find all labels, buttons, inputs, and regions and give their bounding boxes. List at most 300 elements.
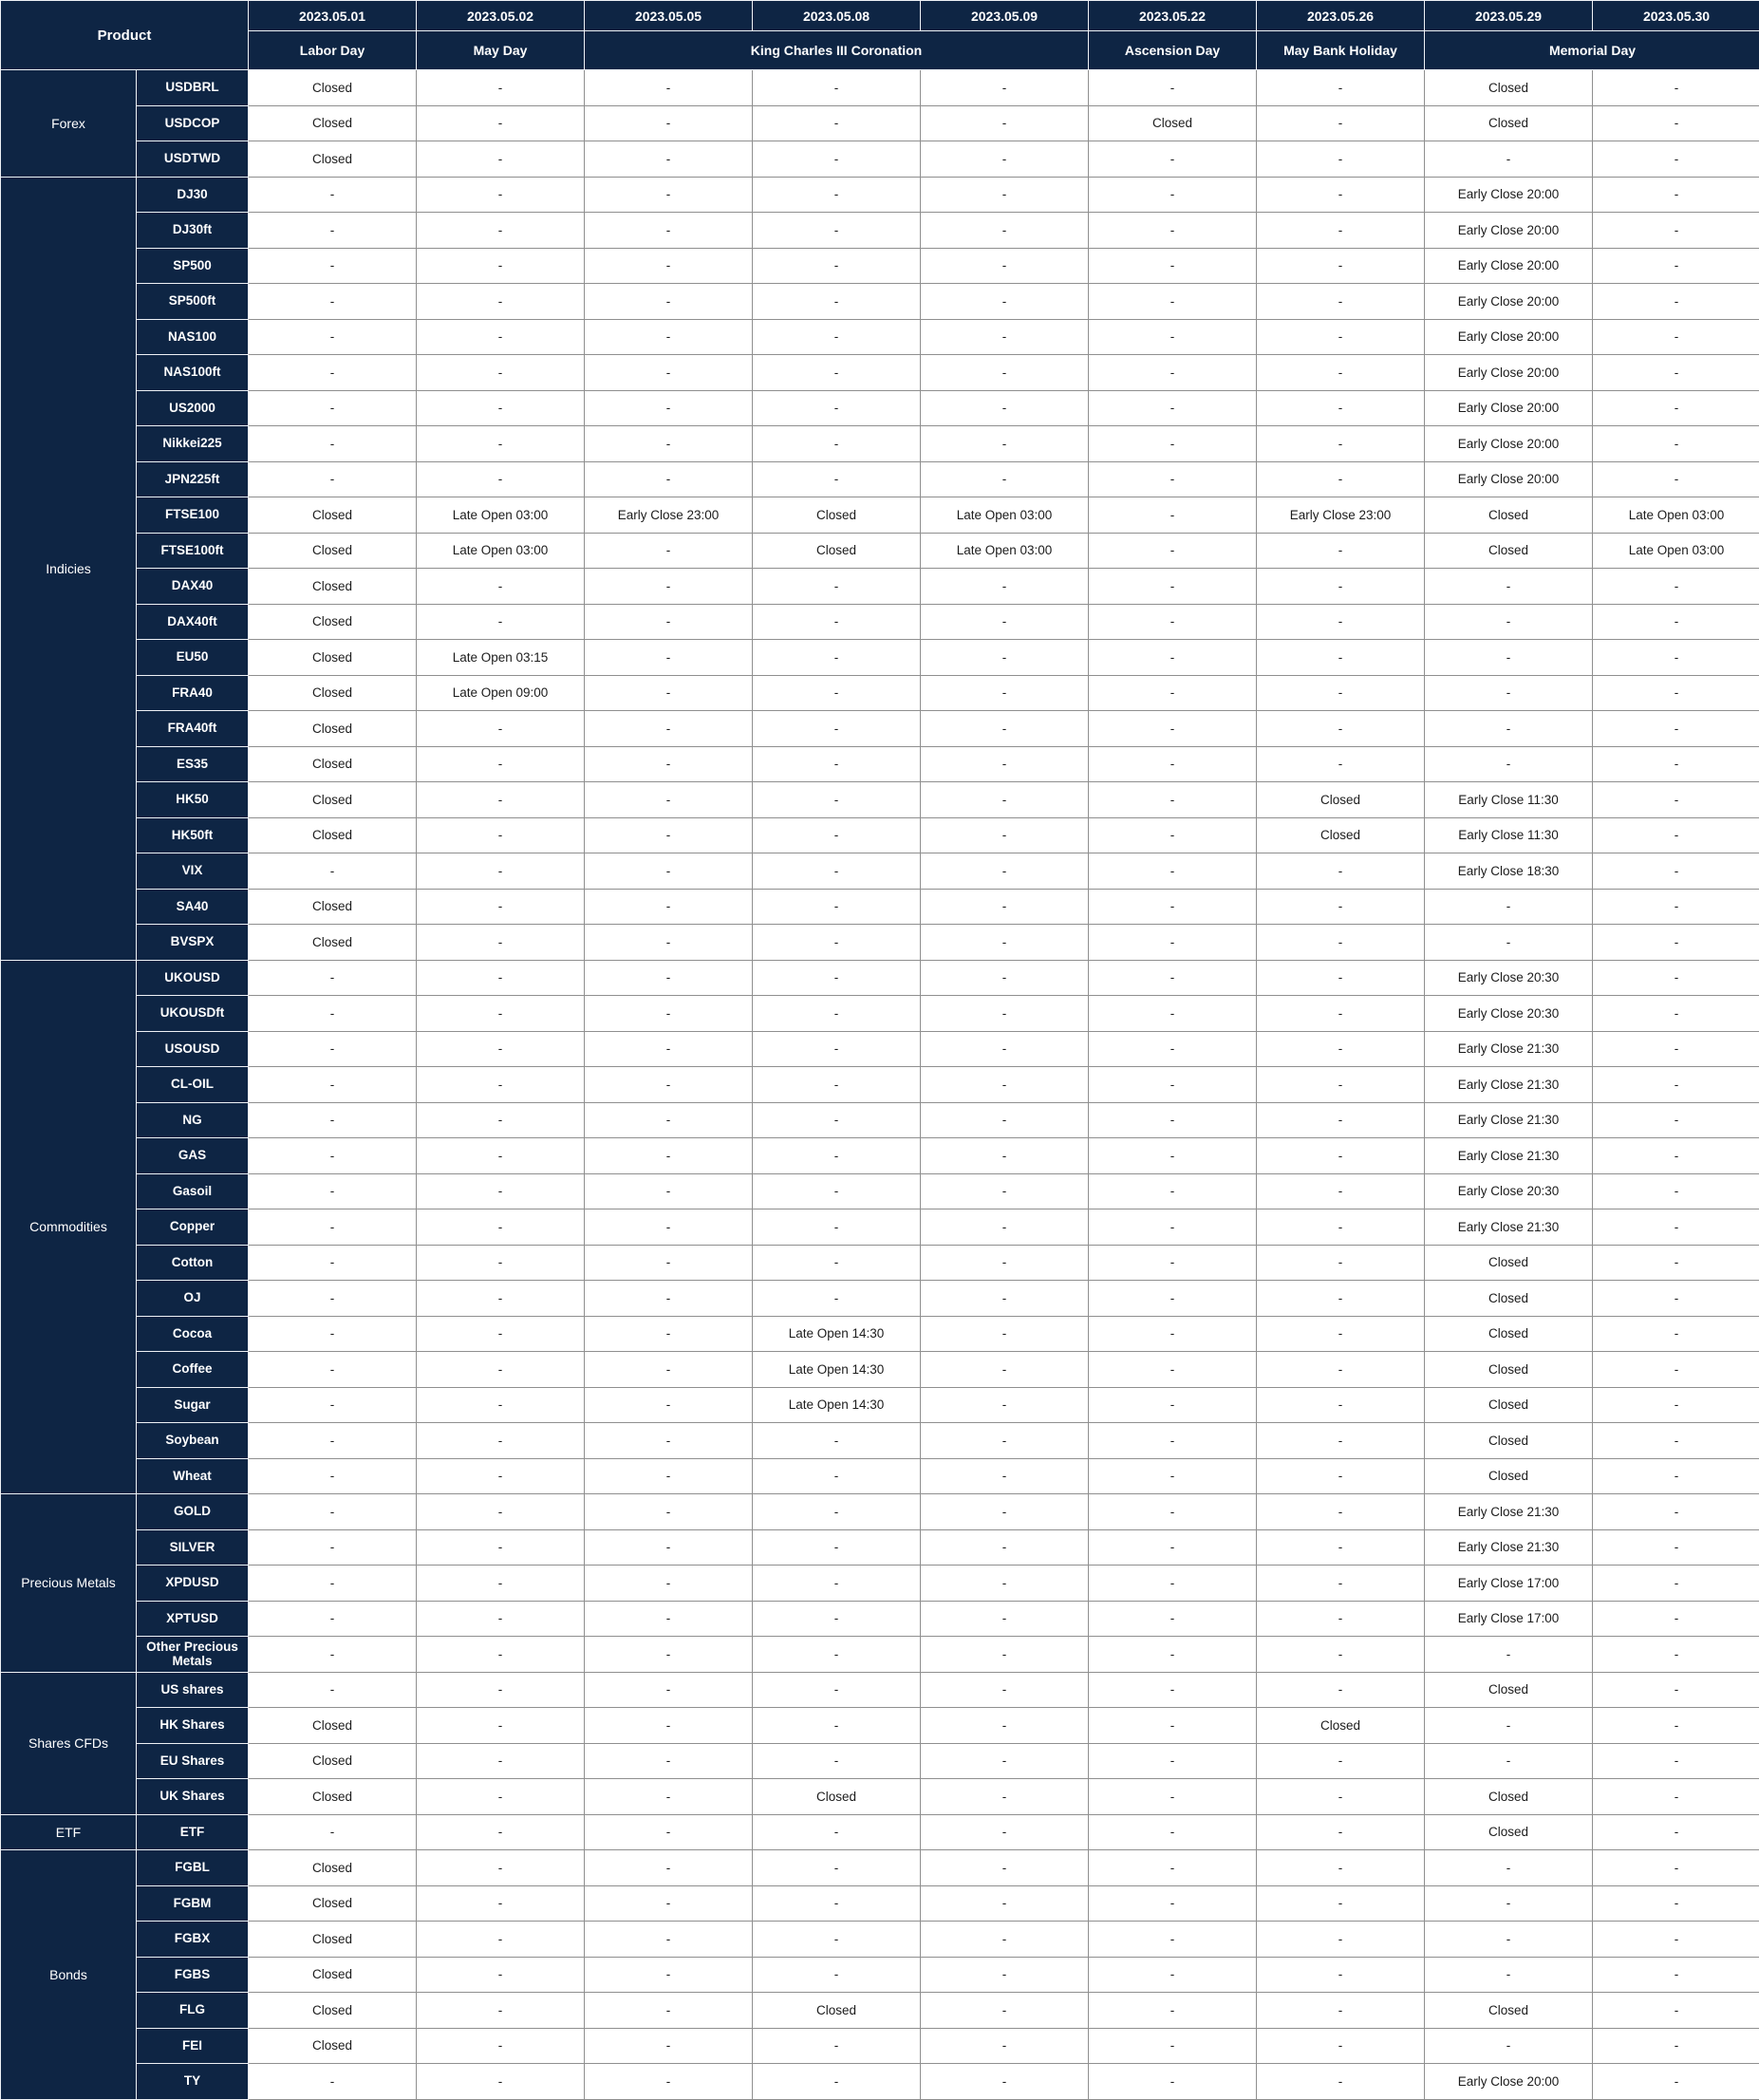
schedule-cell-fgbm-2023.05.22: - — [1089, 1885, 1257, 1922]
schedule-cell-ty-2023.05.08: - — [753, 2064, 921, 2100]
schedule-cell-usdtwd-2023.05.26: - — [1257, 141, 1425, 178]
schedule-cell-copper-2023.05.08: - — [753, 1209, 921, 1246]
schedule-cell-usdtwd-2023.05.05: - — [585, 141, 753, 178]
schedule-cell-xptusd-2023.05.08: - — [753, 1601, 921, 1637]
schedule-cell-soybean-2023.05.22: - — [1089, 1423, 1257, 1459]
schedule-cell-hk50ft-2023.05.09: - — [921, 817, 1089, 853]
date-header: 2023.05.30 — [1593, 1, 1759, 31]
schedule-cell-dax40-2023.05.26: - — [1257, 569, 1425, 605]
schedule-cell-cl-oil-2023.05.09: - — [921, 1067, 1089, 1103]
schedule-cell-nas100-2023.05.08: - — [753, 319, 921, 355]
schedule-cell-ukousd-2023.05.29: Early Close 20:30 — [1425, 960, 1593, 996]
schedule-cell-fgbx-2023.05.01: Closed — [249, 1922, 417, 1958]
schedule-cell-ty-2023.05.22: - — [1089, 2064, 1257, 2100]
schedule-cell-xpdusd-2023.05.29: Early Close 17:00 — [1425, 1566, 1593, 1602]
schedule-cell-eu-shares-2023.05.05: - — [585, 1743, 753, 1779]
table-row-dj30 — [1, 177, 1759, 213]
schedule-cell-fra40ft-2023.05.01: Closed — [249, 711, 417, 747]
schedule-cell-silver-2023.05.22: - — [1089, 1529, 1257, 1566]
schedule-cell-fgbm-2023.05.29: - — [1425, 1885, 1593, 1922]
schedule-cell-nas100ft-2023.05.08: - — [753, 355, 921, 391]
schedule-cell-ftse100-2023.05.05: Early Close 23:00 — [585, 497, 753, 534]
schedule-cell-fra40-2023.05.29: - — [1425, 675, 1593, 711]
schedule-cell-usdtwd-2023.05.08: - — [753, 141, 921, 178]
table-row-wheat — [1, 1458, 1759, 1494]
schedule-cell-usdcop-2023.05.02: - — [417, 105, 585, 141]
schedule-cell-nas100-2023.05.01: - — [249, 319, 417, 355]
schedule-cell-xptusd-2023.05.01: - — [249, 1601, 417, 1637]
schedule-cell-eu50-2023.05.29: - — [1425, 640, 1593, 676]
schedule-cell-gas-2023.05.29: Early Close 21:30 — [1425, 1138, 1593, 1174]
schedule-cell-bvspx-2023.05.26: - — [1257, 925, 1425, 961]
table-row-silver — [1, 1529, 1759, 1566]
schedule-cell-xpdusd-2023.05.09: - — [921, 1566, 1089, 1602]
date-header: 2023.05.05 — [585, 1, 753, 31]
schedule-cell-us-shares-2023.05.02: - — [417, 1672, 585, 1708]
schedule-cell-oj-2023.05.02: - — [417, 1281, 585, 1317]
date-header: 2023.05.01 — [249, 1, 417, 31]
schedule-cell-ftse100ft-2023.05.05: - — [585, 533, 753, 569]
product-cell-jpn225ft: JPN225ft — [137, 461, 249, 497]
schedule-cell-usdtwd-2023.05.30: - — [1593, 141, 1759, 178]
schedule-cell-vix-2023.05.05: - — [585, 853, 753, 890]
table-row-sugar — [1, 1387, 1759, 1423]
category-cell-shares-cfds: Shares CFDs — [1, 1672, 137, 1814]
schedule-cell-usdbrl-2023.05.08: - — [753, 70, 921, 106]
table-row-etf — [1, 1814, 1759, 1850]
table-row-ty — [1, 2064, 1759, 2100]
schedule-cell-nas100-2023.05.30: - — [1593, 319, 1759, 355]
schedule-cell-nas100ft-2023.05.01: - — [249, 355, 417, 391]
schedule-cell-eu-shares-2023.05.01: Closed — [249, 1743, 417, 1779]
schedule-cell-hk50-2023.05.05: - — [585, 782, 753, 818]
schedule-cell-wheat-2023.05.30: - — [1593, 1458, 1759, 1494]
schedule-cell-etf-2023.05.26: - — [1257, 1814, 1425, 1850]
schedule-cell-us-shares-2023.05.30: - — [1593, 1672, 1759, 1708]
schedule-cell-xptusd-2023.05.09: - — [921, 1601, 1089, 1637]
schedule-cell-es35-2023.05.01: Closed — [249, 746, 417, 782]
schedule-cell-oj-2023.05.26: - — [1257, 1281, 1425, 1317]
schedule-cell-nikkei225-2023.05.22: - — [1089, 426, 1257, 462]
schedule-cell-flg-2023.05.02: - — [417, 1993, 585, 2029]
schedule-cell-us2000-2023.05.22: - — [1089, 390, 1257, 426]
schedule-cell-usousd-2023.05.09: - — [921, 1031, 1089, 1067]
schedule-cell-uk-shares-2023.05.30: - — [1593, 1779, 1759, 1815]
schedule-cell-usdbrl-2023.05.26: - — [1257, 70, 1425, 106]
schedule-cell-bvspx-2023.05.01: Closed — [249, 925, 417, 961]
schedule-cell-vix-2023.05.01: - — [249, 853, 417, 890]
schedule-cell-us2000-2023.05.09: - — [921, 390, 1089, 426]
schedule-cell-hk-shares-2023.05.08: - — [753, 1708, 921, 1744]
schedule-cell-hk50-2023.05.30: - — [1593, 782, 1759, 818]
schedule-cell-gasoil-2023.05.22: - — [1089, 1173, 1257, 1209]
schedule-cell-usdbrl-2023.05.02: - — [417, 70, 585, 106]
schedule-cell-oj-2023.05.09: - — [921, 1281, 1089, 1317]
table-row-fgbx — [1, 1922, 1759, 1958]
schedule-cell-es35-2023.05.29: - — [1425, 746, 1593, 782]
table-row-flg — [1, 1993, 1759, 2029]
schedule-cell-other-precious-metals-2023.05.29: - — [1425, 1637, 1593, 1673]
schedule-cell-us-shares-2023.05.01: - — [249, 1672, 417, 1708]
schedule-cell-sa40-2023.05.30: - — [1593, 889, 1759, 925]
schedule-cell-ftse100ft-2023.05.29: Closed — [1425, 533, 1593, 569]
product-cell-nas100: NAS100 — [137, 319, 249, 355]
schedule-cell-hk50ft-2023.05.29: Early Close 11:30 — [1425, 817, 1593, 853]
schedule-cell-coffee-2023.05.02: - — [417, 1352, 585, 1388]
schedule-cell-ftse100ft-2023.05.26: - — [1257, 533, 1425, 569]
schedule-cell-ftse100ft-2023.05.08: Closed — [753, 533, 921, 569]
schedule-cell-vix-2023.05.09: - — [921, 853, 1089, 890]
schedule-cell-fra40-2023.05.30: - — [1593, 675, 1759, 711]
schedule-cell-jpn225ft-2023.05.01: - — [249, 461, 417, 497]
schedule-cell-cotton-2023.05.09: - — [921, 1245, 1089, 1281]
schedule-cell-hk-shares-2023.05.02: - — [417, 1708, 585, 1744]
schedule-cell-us-shares-2023.05.29: Closed — [1425, 1672, 1593, 1708]
schedule-cell-ukousd-2023.05.22: - — [1089, 960, 1257, 996]
schedule-cell-es35-2023.05.05: - — [585, 746, 753, 782]
schedule-cell-sugar-2023.05.22: - — [1089, 1387, 1257, 1423]
schedule-cell-gold-2023.05.02: - — [417, 1494, 585, 1530]
schedule-cell-hk50-2023.05.08: - — [753, 782, 921, 818]
schedule-cell-uk-shares-2023.05.02: - — [417, 1779, 585, 1815]
schedule-cell-eu-shares-2023.05.26: - — [1257, 1743, 1425, 1779]
table-row-usousd — [1, 1031, 1759, 1067]
schedule-cell-wheat-2023.05.29: Closed — [1425, 1458, 1593, 1494]
schedule-cell-other-precious-metals-2023.05.30: - — [1593, 1637, 1759, 1673]
product-cell-nas100ft: NAS100ft — [137, 355, 249, 391]
schedule-cell-gas-2023.05.05: - — [585, 1138, 753, 1174]
schedule-cell-dj30-2023.05.01: - — [249, 177, 417, 213]
schedule-cell-eu50-2023.05.22: - — [1089, 640, 1257, 676]
schedule-cell-hk-shares-2023.05.05: - — [585, 1708, 753, 1744]
schedule-cell-dax40ft-2023.05.29: - — [1425, 604, 1593, 640]
schedule-cell-cotton-2023.05.01: - — [249, 1245, 417, 1281]
schedule-cell-sp500-2023.05.09: - — [921, 248, 1089, 284]
schedule-cell-soybean-2023.05.29: Closed — [1425, 1423, 1593, 1459]
schedule-cell-bvspx-2023.05.30: - — [1593, 925, 1759, 961]
category-cell-etf: ETF — [1, 1814, 137, 1850]
schedule-cell-fra40-2023.05.08: - — [753, 675, 921, 711]
schedule-cell-eu50-2023.05.30: - — [1593, 640, 1759, 676]
schedule-cell-nas100-2023.05.26: - — [1257, 319, 1425, 355]
table-row-eu50 — [1, 640, 1759, 676]
schedule-cell-soybean-2023.05.08: - — [753, 1423, 921, 1459]
schedule-cell-usdbrl-2023.05.29: Closed — [1425, 70, 1593, 106]
schedule-cell-sp500-2023.05.08: - — [753, 248, 921, 284]
schedule-cell-cocoa-2023.05.08: Late Open 14:30 — [753, 1316, 921, 1352]
schedule-cell-fgbl-2023.05.30: - — [1593, 1850, 1759, 1886]
product-cell-sp500: SP500 — [137, 248, 249, 284]
schedule-cell-dj30ft-2023.05.30: - — [1593, 213, 1759, 249]
table-row-gasoil — [1, 1173, 1759, 1209]
schedule-cell-ukousdft-2023.05.09: - — [921, 996, 1089, 1032]
schedule-cell-dax40ft-2023.05.22: - — [1089, 604, 1257, 640]
schedule-cell-nas100ft-2023.05.26: - — [1257, 355, 1425, 391]
schedule-cell-usousd-2023.05.30: - — [1593, 1031, 1759, 1067]
schedule-cell-sp500ft-2023.05.01: - — [249, 284, 417, 320]
schedule-cell-wheat-2023.05.22: - — [1089, 1458, 1257, 1494]
schedule-cell-sa40-2023.05.22: - — [1089, 889, 1257, 925]
schedule-cell-gold-2023.05.05: - — [585, 1494, 753, 1530]
schedule-cell-fgbs-2023.05.26: - — [1257, 1957, 1425, 1993]
schedule-cell-wheat-2023.05.08: - — [753, 1458, 921, 1494]
table-row-fra40 — [1, 675, 1759, 711]
schedule-cell-us2000-2023.05.30: - — [1593, 390, 1759, 426]
schedule-cell-silver-2023.05.09: - — [921, 1529, 1089, 1566]
schedule-cell-gold-2023.05.01: - — [249, 1494, 417, 1530]
schedule-cell-fgbs-2023.05.01: Closed — [249, 1957, 417, 1993]
table-row-ng — [1, 1102, 1759, 1138]
schedule-cell-sugar-2023.05.09: - — [921, 1387, 1089, 1423]
schedule-cell-xpdusd-2023.05.02: - — [417, 1566, 585, 1602]
schedule-cell-us2000-2023.05.05: - — [585, 390, 753, 426]
product-cell-es35: ES35 — [137, 746, 249, 782]
schedule-cell-fgbs-2023.05.08: - — [753, 1957, 921, 1993]
table-body — [1, 70, 1759, 2100]
schedule-cell-fei-2023.05.01: Closed — [249, 2028, 417, 2064]
schedule-cell-flg-2023.05.05: - — [585, 1993, 753, 2029]
schedule-cell-wheat-2023.05.09: - — [921, 1458, 1089, 1494]
schedule-cell-ukousdft-2023.05.01: - — [249, 996, 417, 1032]
schedule-cell-fei-2023.05.09: - — [921, 2028, 1089, 2064]
schedule-cell-bvspx-2023.05.02: - — [417, 925, 585, 961]
schedule-cell-soybean-2023.05.01: - — [249, 1423, 417, 1459]
schedule-cell-flg-2023.05.29: Closed — [1425, 1993, 1593, 2029]
table-row-hk50 — [1, 782, 1759, 818]
schedule-cell-dax40ft-2023.05.02: - — [417, 604, 585, 640]
schedule-cell-fra40ft-2023.05.26: - — [1257, 711, 1425, 747]
table-row-cl-oil — [1, 1067, 1759, 1103]
schedule-cell-fgbl-2023.05.05: - — [585, 1850, 753, 1886]
schedule-cell-fgbs-2023.05.09: - — [921, 1957, 1089, 1993]
schedule-cell-dj30-2023.05.30: - — [1593, 177, 1759, 213]
schedule-cell-fgbm-2023.05.05: - — [585, 1885, 753, 1922]
table-row-ukousdft — [1, 996, 1759, 1032]
schedule-cell-flg-2023.05.30: - — [1593, 1993, 1759, 2029]
schedule-cell-nas100-2023.05.05: - — [585, 319, 753, 355]
schedule-cell-dax40-2023.05.09: - — [921, 569, 1089, 605]
schedule-cell-dj30ft-2023.05.29: Early Close 20:00 — [1425, 213, 1593, 249]
table-row-eu-shares — [1, 1743, 1759, 1779]
schedule-cell-nikkei225-2023.05.30: - — [1593, 426, 1759, 462]
schedule-cell-coffee-2023.05.09: - — [921, 1352, 1089, 1388]
schedule-cell-hk-shares-2023.05.09: - — [921, 1708, 1089, 1744]
schedule-cell-cl-oil-2023.05.05: - — [585, 1067, 753, 1103]
schedule-cell-eu-shares-2023.05.09: - — [921, 1743, 1089, 1779]
schedule-cell-fgbx-2023.05.08: - — [753, 1922, 921, 1958]
schedule-cell-eu50-2023.05.02: Late Open 03:15 — [417, 640, 585, 676]
product-cell-us2000: US2000 — [137, 390, 249, 426]
schedule-cell-xpdusd-2023.05.01: - — [249, 1566, 417, 1602]
schedule-cell-eu-shares-2023.05.30: - — [1593, 1743, 1759, 1779]
schedule-cell-uk-shares-2023.05.22: - — [1089, 1779, 1257, 1815]
schedule-cell-copper-2023.05.02: - — [417, 1209, 585, 1246]
product-cell-us-shares: US shares — [137, 1672, 249, 1708]
schedule-cell-usdtwd-2023.05.29: - — [1425, 141, 1593, 178]
schedule-cell-nas100ft-2023.05.02: - — [417, 355, 585, 391]
schedule-cell-sa40-2023.05.09: - — [921, 889, 1089, 925]
schedule-cell-silver-2023.05.02: - — [417, 1529, 585, 1566]
schedule-cell-dj30ft-2023.05.05: - — [585, 213, 753, 249]
schedule-cell-fgbl-2023.05.29: - — [1425, 1850, 1593, 1886]
table-row-usdbrl — [1, 70, 1759, 106]
schedule-cell-silver-2023.05.30: - — [1593, 1529, 1759, 1566]
product-cell-hk50: HK50 — [137, 782, 249, 818]
schedule-cell-fra40-2023.05.02: Late Open 09:00 — [417, 675, 585, 711]
schedule-cell-hk50ft-2023.05.01: Closed — [249, 817, 417, 853]
table-row-ftse100ft — [1, 533, 1759, 569]
schedule-cell-fgbx-2023.05.30: - — [1593, 1922, 1759, 1958]
schedule-cell-uk-shares-2023.05.09: - — [921, 1779, 1089, 1815]
schedule-cell-gas-2023.05.30: - — [1593, 1138, 1759, 1174]
schedule-cell-cocoa-2023.05.30: - — [1593, 1316, 1759, 1352]
schedule-cell-bvspx-2023.05.22: - — [1089, 925, 1257, 961]
schedule-cell-usousd-2023.05.29: Early Close 21:30 — [1425, 1031, 1593, 1067]
schedule-cell-jpn225ft-2023.05.26: - — [1257, 461, 1425, 497]
schedule-cell-usousd-2023.05.22: - — [1089, 1031, 1257, 1067]
table-row-jpn225ft — [1, 461, 1759, 497]
product-cell-fei: FEI — [137, 2028, 249, 2064]
product-cell-copper: Copper — [137, 1209, 249, 1246]
schedule-cell-bvspx-2023.05.08: - — [753, 925, 921, 961]
product-cell-fra40ft: FRA40ft — [137, 711, 249, 747]
schedule-cell-usdtwd-2023.05.09: - — [921, 141, 1089, 178]
schedule-cell-sp500-2023.05.22: - — [1089, 248, 1257, 284]
schedule-cell-us2000-2023.05.01: - — [249, 390, 417, 426]
schedule-cell-soybean-2023.05.02: - — [417, 1423, 585, 1459]
schedule-cell-sugar-2023.05.30: - — [1593, 1387, 1759, 1423]
schedule-cell-nas100-2023.05.02: - — [417, 319, 585, 355]
schedule-cell-dax40-2023.05.01: Closed — [249, 569, 417, 605]
schedule-cell-copper-2023.05.09: - — [921, 1209, 1089, 1246]
schedule-cell-ukousdft-2023.05.05: - — [585, 996, 753, 1032]
table-row-bvspx — [1, 925, 1759, 961]
schedule-cell-soybean-2023.05.26: - — [1257, 1423, 1425, 1459]
schedule-cell-xptusd-2023.05.29: Early Close 17:00 — [1425, 1601, 1593, 1637]
schedule-cell-oj-2023.05.29: Closed — [1425, 1281, 1593, 1317]
schedule-cell-ukousdft-2023.05.22: - — [1089, 996, 1257, 1032]
schedule-cell-sp500-2023.05.02: - — [417, 248, 585, 284]
schedule-cell-es35-2023.05.22: - — [1089, 746, 1257, 782]
schedule-cell-fra40ft-2023.05.09: - — [921, 711, 1089, 747]
schedule-cell-fgbx-2023.05.26: - — [1257, 1922, 1425, 1958]
schedule-cell-nikkei225-2023.05.08: - — [753, 426, 921, 462]
schedule-cell-fgbs-2023.05.30: - — [1593, 1957, 1759, 1993]
schedule-cell-usdcop-2023.05.29: Closed — [1425, 105, 1593, 141]
product-cell-xptusd: XPTUSD — [137, 1601, 249, 1637]
schedule-cell-oj-2023.05.08: - — [753, 1281, 921, 1317]
product-cell-coffee: Coffee — [137, 1352, 249, 1388]
schedule-cell-cl-oil-2023.05.26: - — [1257, 1067, 1425, 1103]
table-row-usdtwd — [1, 141, 1759, 178]
schedule-cell-usdcop-2023.05.26: - — [1257, 105, 1425, 141]
table-row-cotton — [1, 1245, 1759, 1281]
schedule-cell-nas100ft-2023.05.22: - — [1089, 355, 1257, 391]
schedule-cell-jpn225ft-2023.05.30: - — [1593, 461, 1759, 497]
schedule-cell-gasoil-2023.05.09: - — [921, 1173, 1089, 1209]
schedule-cell-cocoa-2023.05.01: - — [249, 1316, 417, 1352]
table-row-es35 — [1, 746, 1759, 782]
schedule-cell-uk-shares-2023.05.05: - — [585, 1779, 753, 1815]
table-row-fgbm — [1, 1885, 1759, 1922]
schedule-cell-ukousdft-2023.05.08: - — [753, 996, 921, 1032]
product-cell-dj30ft: DJ30ft — [137, 213, 249, 249]
schedule-cell-nas100-2023.05.29: Early Close 20:00 — [1425, 319, 1593, 355]
schedule-cell-etf-2023.05.08: - — [753, 1814, 921, 1850]
schedule-cell-dax40ft-2023.05.26: - — [1257, 604, 1425, 640]
product-header: Product — [1, 1, 249, 70]
schedule-cell-es35-2023.05.02: - — [417, 746, 585, 782]
schedule-cell-sp500ft-2023.05.22: - — [1089, 284, 1257, 320]
schedule-cell-jpn225ft-2023.05.09: - — [921, 461, 1089, 497]
schedule-cell-usousd-2023.05.01: - — [249, 1031, 417, 1067]
date-header: 2023.05.08 — [753, 1, 921, 31]
table-row-xpdusd — [1, 1566, 1759, 1602]
schedule-cell-nikkei225-2023.05.02: - — [417, 426, 585, 462]
schedule-cell-usdtwd-2023.05.02: - — [417, 141, 585, 178]
schedule-cell-eu50-2023.05.09: - — [921, 640, 1089, 676]
schedule-cell-coffee-2023.05.05: - — [585, 1352, 753, 1388]
table-row-ftse100 — [1, 497, 1759, 534]
schedule-cell-coffee-2023.05.08: Late Open 14:30 — [753, 1352, 921, 1388]
schedule-cell-dax40ft-2023.05.30: - — [1593, 604, 1759, 640]
schedule-cell-ng-2023.05.01: - — [249, 1102, 417, 1138]
schedule-cell-vix-2023.05.26: - — [1257, 853, 1425, 890]
schedule-cell-dj30ft-2023.05.26: - — [1257, 213, 1425, 249]
category-cell-forex: Forex — [1, 70, 137, 178]
product-cell-oj: OJ — [137, 1281, 249, 1317]
schedule-cell-vix-2023.05.02: - — [417, 853, 585, 890]
schedule-cell-ftse100-2023.05.01: Closed — [249, 497, 417, 534]
schedule-cell-usdtwd-2023.05.22: - — [1089, 141, 1257, 178]
schedule-cell-fgbm-2023.05.02: - — [417, 1885, 585, 1922]
schedule-cell-cl-oil-2023.05.30: - — [1593, 1067, 1759, 1103]
product-cell-sp500ft: SP500ft — [137, 284, 249, 320]
schedule-cell-hk50-2023.05.02: - — [417, 782, 585, 818]
holiday-header-memorial-day: Memorial Day — [1425, 31, 1759, 70]
product-cell-uk-shares: UK Shares — [137, 1779, 249, 1815]
schedule-cell-gasoil-2023.05.02: - — [417, 1173, 585, 1209]
schedule-cell-dax40-2023.05.05: - — [585, 569, 753, 605]
table-row-sa40 — [1, 889, 1759, 925]
table-row-cocoa — [1, 1316, 1759, 1352]
schedule-cell-dj30-2023.05.22: - — [1089, 177, 1257, 213]
schedule-cell-nikkei225-2023.05.05: - — [585, 426, 753, 462]
schedule-cell-coffee-2023.05.22: - — [1089, 1352, 1257, 1388]
schedule-cell-ukousd-2023.05.01: - — [249, 960, 417, 996]
schedule-cell-ukousdft-2023.05.02: - — [417, 996, 585, 1032]
schedule-cell-es35-2023.05.26: - — [1257, 746, 1425, 782]
schedule-cell-fgbs-2023.05.05: - — [585, 1957, 753, 1993]
schedule-cell-usdcop-2023.05.30: - — [1593, 105, 1759, 141]
product-cell-ukousd: UKOUSD — [137, 960, 249, 996]
schedule-cell-uk-shares-2023.05.08: Closed — [753, 1779, 921, 1815]
schedule-cell-other-precious-metals-2023.05.05: - — [585, 1637, 753, 1673]
schedule-cell-hk50-2023.05.29: Early Close 11:30 — [1425, 782, 1593, 818]
schedule-cell-oj-2023.05.01: - — [249, 1281, 417, 1317]
header-row-holidays — [1, 31, 1759, 70]
date-header: 2023.05.02 — [417, 1, 585, 31]
schedule-cell-cotton-2023.05.02: - — [417, 1245, 585, 1281]
schedule-cell-xpdusd-2023.05.22: - — [1089, 1566, 1257, 1602]
product-cell-ftse100ft: FTSE100ft — [137, 533, 249, 569]
product-cell-eu-shares: EU Shares — [137, 1743, 249, 1779]
schedule-cell-ukousdft-2023.05.26: - — [1257, 996, 1425, 1032]
schedule-cell-copper-2023.05.22: - — [1089, 1209, 1257, 1246]
schedule-cell-nikkei225-2023.05.09: - — [921, 426, 1089, 462]
schedule-cell-ty-2023.05.30: - — [1593, 2064, 1759, 2100]
schedule-cell-etf-2023.05.09: - — [921, 1814, 1089, 1850]
